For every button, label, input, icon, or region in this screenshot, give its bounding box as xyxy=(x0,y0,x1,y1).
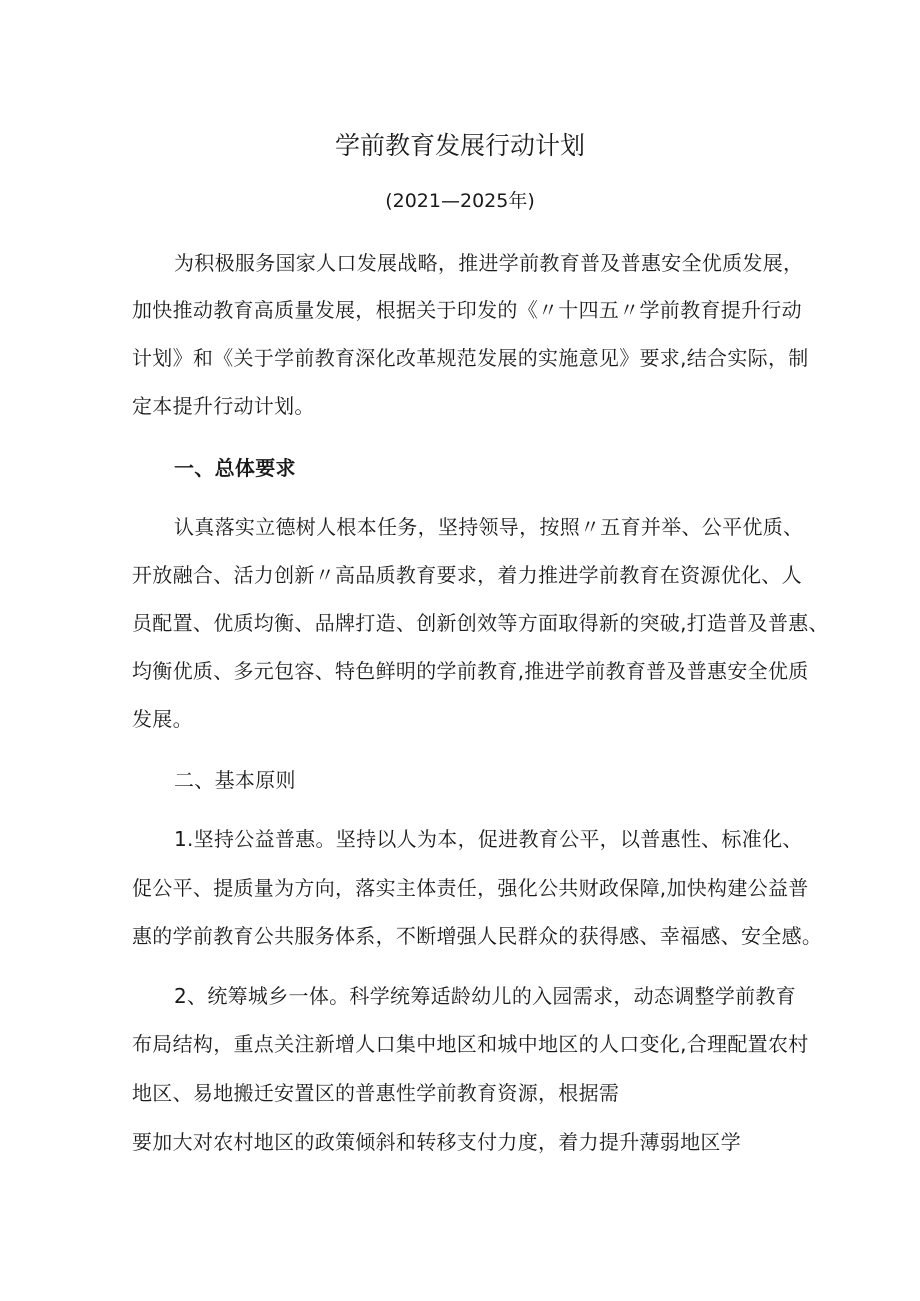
principle1-line: 1.坚持公益普惠。坚持以人为本，促进教育公平，以普惠性、标准化、 xyxy=(174,827,803,851)
section-heading-general-requirements: 一、总体要求 xyxy=(174,456,296,480)
section1-line: 开放融合、活力创新〃高品质教育要求，着力推进学前教育在资源优化、人 xyxy=(132,563,802,587)
section-heading-basic-principles: 二、基本原则 xyxy=(174,768,296,792)
intro-line: 加快推动教育高质量发展，根据关于印发的《〃十四五〃学前教育提升行动 xyxy=(132,298,802,322)
principle2-line: 地区、易地搬迁安置区的普惠性学前教育资源，根据需 xyxy=(132,1081,620,1105)
intro-line: 计划》和《关于学前教育深化改革规范发展的实施意见》要求,结合实际，制 xyxy=(132,346,809,370)
section1-line: 认真落实立德树人根本任务，坚持领导，按照〃五育并举、公平优质、 xyxy=(174,515,804,539)
principle1-line: 惠的学前教育公共服务体系，不断增强人民群众的获得感、幸福感、安全感。 xyxy=(132,924,823,948)
section1-line: 发展。 xyxy=(132,707,193,731)
section1-line: 均衡优质、多元包容、特色鲜明的学前教育,推进学前教育普及普惠安全优质 xyxy=(132,659,809,683)
intro-line: 为积极服务国家人口发展战略，推进学前教育普及普惠安全优质发展， xyxy=(174,251,804,275)
principle2-line: 布局结构，重点关注新增人口集中地区和城中地区的人口变化,合理配置农村 xyxy=(132,1032,809,1056)
principle1-line: 促公平、提质量为方向，落实主体责任，强化公共财政保障,加快构建公益普 xyxy=(132,876,809,900)
principle2-line: 要加大对农村地区的政策倾斜和转移支付力度，着力提升薄弱地区学 xyxy=(132,1130,741,1154)
document-title: 学前教育发展行动计划 xyxy=(334,131,585,160)
intro-line: 定本提升行动计划。 xyxy=(132,394,315,418)
principle2-line: 2、统筹城乡一体。科学统筹适龄幼儿的入园需求，动态调整学前教育 xyxy=(174,984,797,1008)
document-subtitle: (2021—2025年) xyxy=(385,190,535,212)
section1-line: 员配置、优质均衡、品牌打造、创新创效等方面取得新的突破,打造普及普惠、 xyxy=(132,611,829,635)
